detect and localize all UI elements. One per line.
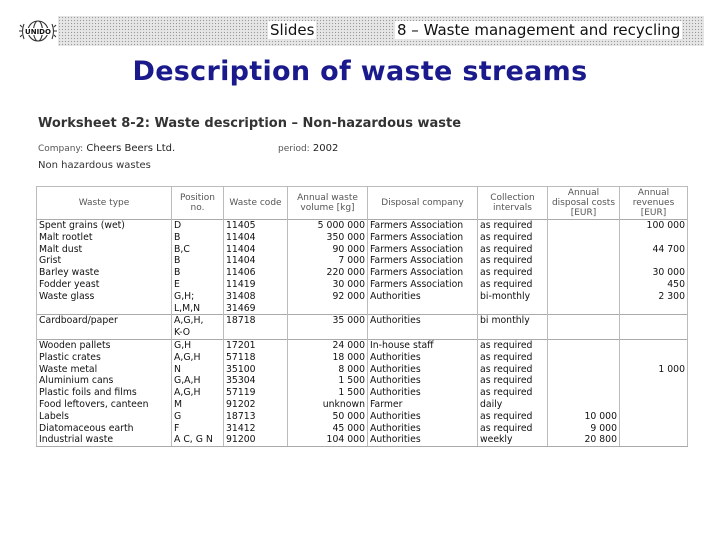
- table-cell: In-house staff: [368, 339, 478, 351]
- table-cell: [548, 267, 620, 279]
- table-cell: 18713: [224, 411, 288, 423]
- period-info: [278, 143, 338, 154]
- table-cell: 44 700: [620, 244, 688, 256]
- table-cell: [548, 399, 620, 411]
- worksheet-title: Worksheet 8-2: Waste description – Non-hazardous waste: [38, 116, 462, 131]
- table-cell: 57119: [224, 387, 288, 399]
- table-cell: K-O: [172, 327, 224, 339]
- table-cell: [620, 434, 688, 446]
- table-cell: Aluminium cans: [37, 375, 172, 387]
- table-row: [37, 303, 688, 315]
- table-cell: [620, 255, 688, 267]
- period-value: 2002: [312, 143, 339, 154]
- table-cell: 350 000: [288, 232, 368, 244]
- table-cell: [548, 375, 620, 387]
- table-cell: 92 000: [288, 291, 368, 303]
- table-cell: 11419: [224, 279, 288, 291]
- table-row: [37, 244, 688, 256]
- table-cell: [620, 352, 688, 364]
- unido-logo-icon: [18, 14, 58, 48]
- table-cell: Farmers Association: [368, 244, 478, 256]
- table-cell: 35100: [224, 364, 288, 376]
- period-label: period:: [278, 144, 310, 154]
- table-cell: [548, 255, 620, 267]
- table-cell: as required: [478, 244, 548, 256]
- table-cell: Farmers Association: [368, 232, 478, 244]
- table-cell: 50 000: [288, 411, 368, 423]
- table-cell: 11405: [224, 220, 288, 232]
- table-row: [37, 423, 688, 435]
- table-cell: Food leftovers, canteen: [37, 399, 172, 411]
- table-cell: 450: [620, 279, 688, 291]
- table-cell: as required: [478, 423, 548, 435]
- table-row: [37, 352, 688, 364]
- table-cell: as required: [478, 352, 548, 364]
- table-cell: Plastic foils and films: [37, 387, 172, 399]
- table-cell: [548, 220, 620, 232]
- table-cell: bi-monthly: [478, 291, 548, 303]
- table-cell: Malt dust: [37, 244, 172, 256]
- table-cell: as required: [478, 387, 548, 399]
- column-header: Annual disposal costs [EUR]: [548, 187, 620, 220]
- table-cell: Malt rootlet: [37, 232, 172, 244]
- table-cell: 104 000: [288, 434, 368, 446]
- table-cell: 91202: [224, 399, 288, 411]
- table-cell: Authorities: [368, 364, 478, 376]
- table-cell: Fodder yeast: [37, 279, 172, 291]
- table-cell: B: [172, 267, 224, 279]
- table-row: [37, 291, 688, 303]
- column-header: Annual waste volume [kg]: [288, 187, 368, 220]
- table-cell: 31412: [224, 423, 288, 435]
- table-cell: 7 000: [288, 255, 368, 267]
- table-cell: Waste glass: [37, 291, 172, 303]
- table-row: [37, 220, 688, 232]
- table-cell: 11404: [224, 232, 288, 244]
- table-cell: [620, 411, 688, 423]
- table-cell: [620, 327, 688, 339]
- table-cell: daily: [478, 399, 548, 411]
- table-cell: [548, 352, 620, 364]
- table-cell: [368, 303, 478, 315]
- table-cell: 35304: [224, 375, 288, 387]
- table-cell: Spent grains (wet): [37, 220, 172, 232]
- table-row: [37, 375, 688, 387]
- company-name: Cheers Beers Ltd.: [86, 143, 176, 154]
- table-cell: [548, 232, 620, 244]
- table-cell: as required: [478, 220, 548, 232]
- column-header: Annual revenues [EUR]: [620, 187, 688, 220]
- table-cell: B,C: [172, 244, 224, 256]
- table-cell: N: [172, 364, 224, 376]
- table-cell: [548, 339, 620, 351]
- table-cell: [37, 303, 172, 315]
- table-cell: G,H: [172, 339, 224, 351]
- table-cell: [548, 279, 620, 291]
- table-cell: 10 000: [548, 411, 620, 423]
- table-cell: [368, 327, 478, 339]
- table-cell: 91200: [224, 434, 288, 446]
- table-row: [37, 279, 688, 291]
- table-cell: Farmers Association: [368, 279, 478, 291]
- table-cell: [548, 364, 620, 376]
- table-cell: 31408: [224, 291, 288, 303]
- table-cell: 1 500: [288, 387, 368, 399]
- table-cell: 2 300: [620, 291, 688, 303]
- table-cell: [620, 303, 688, 315]
- table-cell: unknown: [288, 399, 368, 411]
- table-cell: [548, 387, 620, 399]
- table-cell: Authorities: [368, 352, 478, 364]
- table-cell: Farmers Association: [368, 220, 478, 232]
- table-cell: Diatomaceous earth: [37, 423, 172, 435]
- table-cell: G,H;: [172, 291, 224, 303]
- table-cell: Authorities: [368, 434, 478, 446]
- table-cell: 100 000: [620, 220, 688, 232]
- table-row: [37, 387, 688, 399]
- waste-category: Non hazardous wastes: [38, 160, 151, 171]
- table-cell: D: [172, 220, 224, 232]
- table-cell: [548, 315, 620, 327]
- table-cell: [478, 327, 548, 339]
- table-cell: F: [172, 423, 224, 435]
- table-cell: [620, 315, 688, 327]
- column-header: Waste type: [37, 187, 172, 220]
- svg-text:UNIDO: UNIDO: [25, 28, 51, 36]
- column-header: Collection intervals: [478, 187, 548, 220]
- table-cell: Authorities: [368, 315, 478, 327]
- table-cell: Authorities: [368, 411, 478, 423]
- table-cell: 9 000: [548, 423, 620, 435]
- table-cell: Authorities: [368, 375, 478, 387]
- table-cell: 24 000: [288, 339, 368, 351]
- table-cell: A,G,H,: [172, 315, 224, 327]
- table-cell: Authorities: [368, 387, 478, 399]
- table-cell: Authorities: [368, 423, 478, 435]
- table-cell: 45 000: [288, 423, 368, 435]
- table-cell: 11404: [224, 244, 288, 256]
- table-cell: weekly: [478, 434, 548, 446]
- table-cell: Authorities: [368, 291, 478, 303]
- table-cell: as required: [478, 339, 548, 351]
- table-cell: [620, 339, 688, 351]
- table-cell: [478, 303, 548, 315]
- table-cell: Wooden pallets: [37, 339, 172, 351]
- table-cell: [548, 291, 620, 303]
- column-header: Position no.: [172, 187, 224, 220]
- table-row: [37, 232, 688, 244]
- table-cell: 11406: [224, 267, 288, 279]
- table-cell: 90 000: [288, 244, 368, 256]
- table-cell: 1 000: [620, 364, 688, 376]
- waste-table: [36, 186, 688, 447]
- table-row: [37, 339, 688, 351]
- table-row: [37, 267, 688, 279]
- table-cell: Farmers Association: [368, 267, 478, 279]
- table-cell: as required: [478, 279, 548, 291]
- table-cell: as required: [478, 375, 548, 387]
- table-cell: [620, 375, 688, 387]
- table-cell: 11404: [224, 255, 288, 267]
- table-header-row: [37, 187, 688, 220]
- table-cell: [620, 423, 688, 435]
- table-cell: [224, 327, 288, 339]
- column-header: Disposal company: [368, 187, 478, 220]
- table-cell: [548, 303, 620, 315]
- table-row: [37, 255, 688, 267]
- table-cell: [548, 244, 620, 256]
- table-cell: B: [172, 232, 224, 244]
- table-cell: 20 800: [548, 434, 620, 446]
- table-cell: 57118: [224, 352, 288, 364]
- table-cell: G: [172, 411, 224, 423]
- table-cell: 18 000: [288, 352, 368, 364]
- table-cell: Cardboard/paper: [37, 315, 172, 327]
- table-cell: Farmer: [368, 399, 478, 411]
- table-cell: A,G,H: [172, 352, 224, 364]
- table-cell: 17201: [224, 339, 288, 351]
- table-cell: 30 000: [620, 267, 688, 279]
- table-cell: Plastic crates: [37, 352, 172, 364]
- table-cell: 8 000: [288, 364, 368, 376]
- column-header: Waste code: [224, 187, 288, 220]
- table-cell: 220 000: [288, 267, 368, 279]
- table-cell: B: [172, 255, 224, 267]
- company-label: Company:: [38, 144, 84, 154]
- table-cell: G,A,H: [172, 375, 224, 387]
- table-cell: 35 000: [288, 315, 368, 327]
- table-cell: [620, 399, 688, 411]
- table-cell: as required: [478, 411, 548, 423]
- table-cell: Industrial waste: [37, 434, 172, 446]
- table-cell: A,G,H: [172, 387, 224, 399]
- table-cell: [620, 387, 688, 399]
- table-row: [37, 327, 688, 339]
- table-cell: [288, 303, 368, 315]
- table-cell: [620, 232, 688, 244]
- table-body: [37, 220, 688, 447]
- header-section-label: Slides: [270, 21, 315, 39]
- table-cell: Farmers Association: [368, 255, 478, 267]
- table-cell: L,M,N: [172, 303, 224, 315]
- table-cell: [37, 327, 172, 339]
- table-cell: E: [172, 279, 224, 291]
- table-cell: M: [172, 399, 224, 411]
- table-cell: as required: [478, 232, 548, 244]
- table-cell: [288, 327, 368, 339]
- table-cell: [548, 327, 620, 339]
- table-cell: 5 000 000: [288, 220, 368, 232]
- table-row: [37, 364, 688, 376]
- table-row: [37, 315, 688, 327]
- table-row: [37, 434, 688, 446]
- company-info: [38, 143, 175, 154]
- table-cell: 30 000: [288, 279, 368, 291]
- table-cell: Waste metal: [37, 364, 172, 376]
- table-cell: 31469: [224, 303, 288, 315]
- table-row: [37, 411, 688, 423]
- table-cell: as required: [478, 364, 548, 376]
- table-cell: 18718: [224, 315, 288, 327]
- header-chapter-label: 8 – Waste management and recycling: [397, 21, 681, 39]
- table-row: [37, 399, 688, 411]
- slide-title: Description of waste streams: [132, 56, 588, 87]
- table-cell: as required: [478, 255, 548, 267]
- table-cell: as required: [478, 267, 548, 279]
- table-cell: A C, G N: [172, 434, 224, 446]
- table-cell: 1 500: [288, 375, 368, 387]
- table-cell: Grist: [37, 255, 172, 267]
- table-cell: bi monthly: [478, 315, 548, 327]
- table-cell: Labels: [37, 411, 172, 423]
- table-cell: Barley waste: [37, 267, 172, 279]
